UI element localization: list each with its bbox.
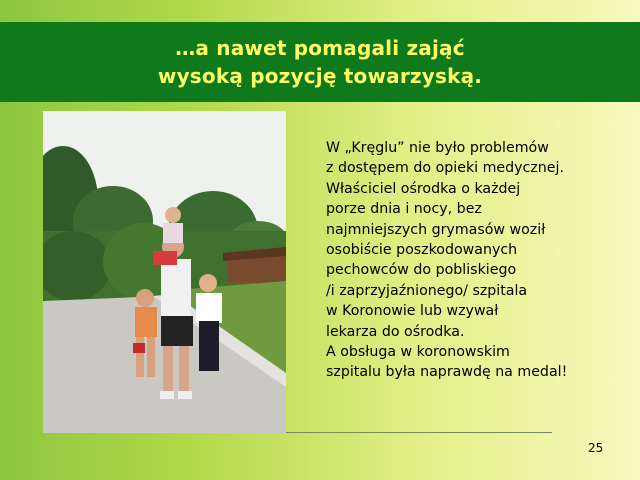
body-line: A obsługa w koronowskim [326,344,510,361]
body-line: /i zaprzyjaźnionego/ szpitala [326,282,528,299]
title-banner [0,22,640,102]
body-line: w Koronowie lub wzywał [326,303,499,320]
slide-title-line-2: wysoką pozycję towarzyską. [157,64,483,88]
divider-line [286,432,552,433]
body-line: porze dnia i nocy, bez [326,201,482,218]
body-line: Właściciel ośrodka o każdej [326,180,521,197]
page-number: 25 [588,441,604,455]
body-line: W „Kręglu” nie było problemów [326,140,549,156]
body-paragraph [326,138,626,383]
family-photo [43,111,286,433]
body-line: szpitalu była naprawdę na medal! [326,364,568,381]
body-line: osobiście poszkodowanych [326,242,518,259]
body-line: pechowców do pobliskiego [326,262,517,279]
slide-title-line-1: …a nawet pomagali zająć [175,36,465,60]
body-line: lekarza do ośrodka. [326,323,465,340]
body-line: najmniejszych grymasów woził [326,221,546,238]
body-line: z dostępem do opieki medycznej. [326,160,564,177]
